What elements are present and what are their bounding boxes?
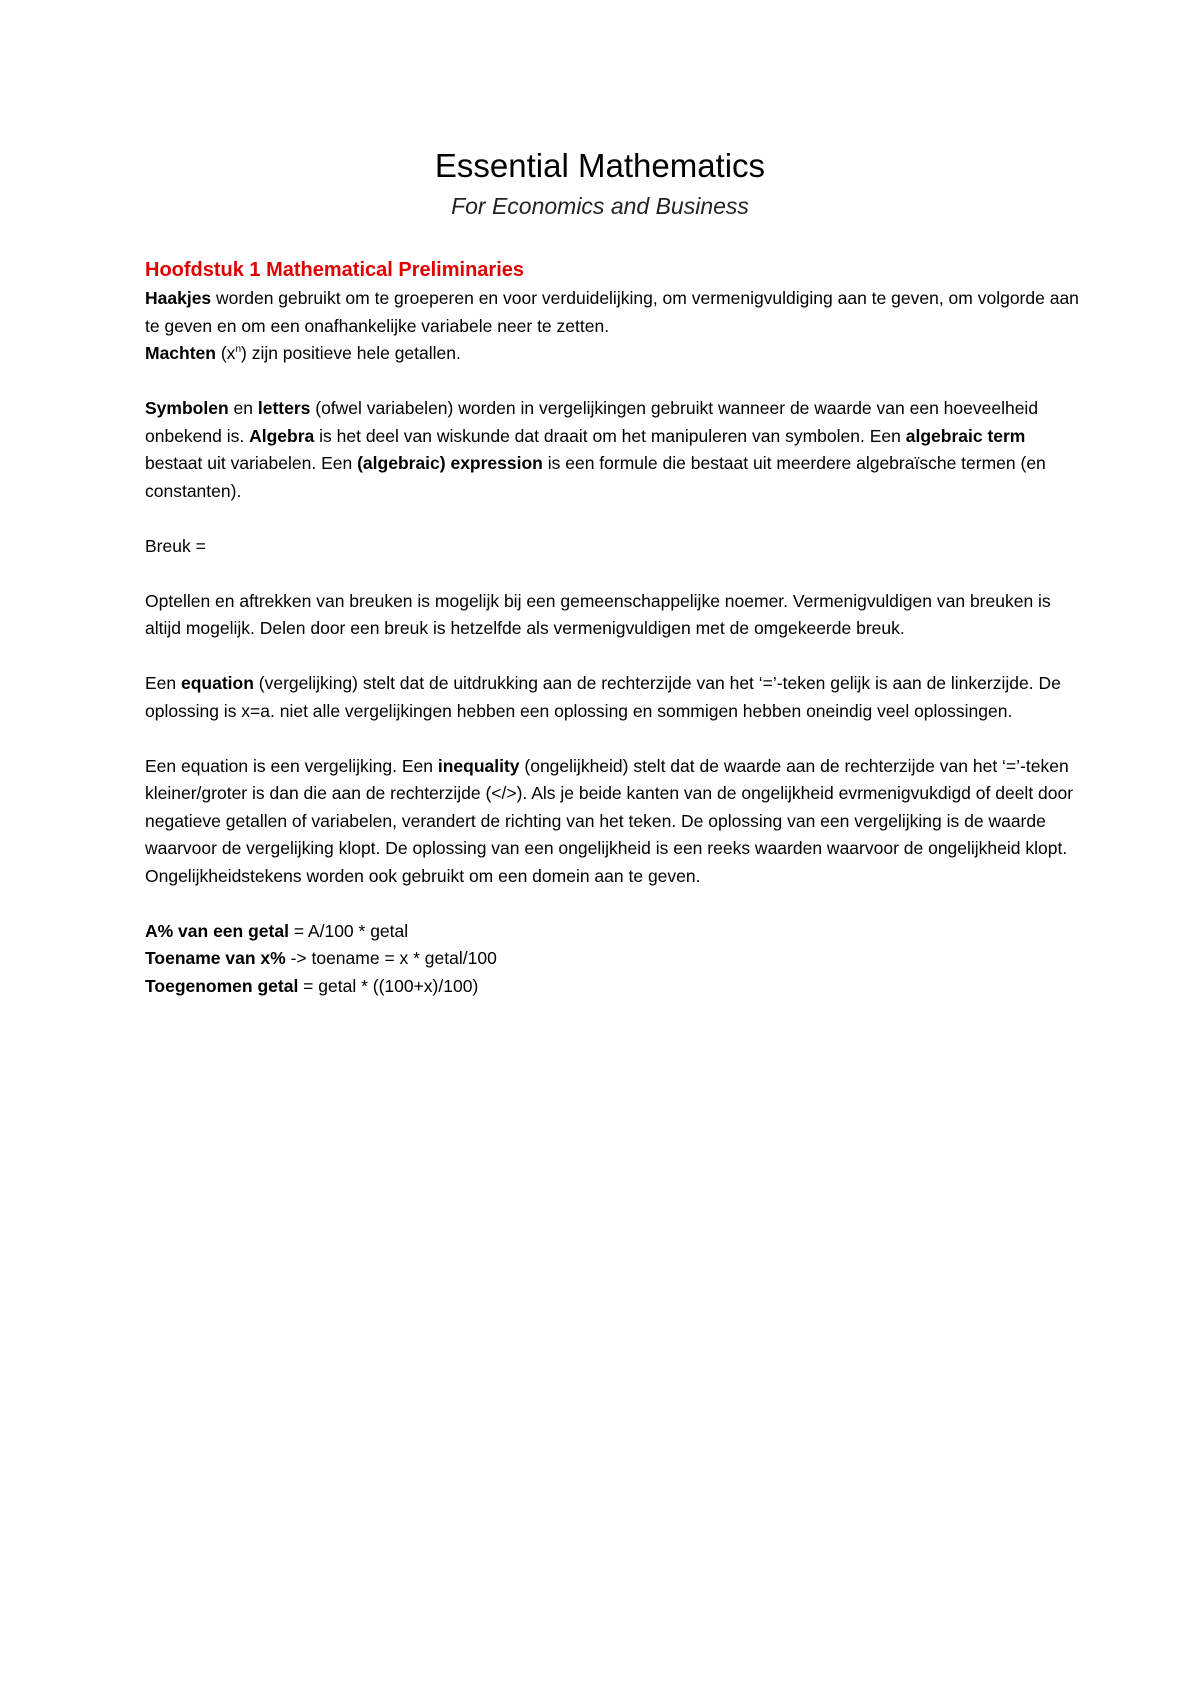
paragraph-symbolen [145, 395, 1080, 505]
machten-exponent: n [235, 344, 241, 355]
term-algebraic-term: algebraic term [905, 425, 1026, 446]
symbolen-text-4: is een formule die bestaat uit meerdere algebraïsche termen (en constanten). [145, 453, 1046, 501]
term-machten: Machten [145, 343, 216, 363]
term-haakjes: Haakjes [145, 288, 212, 308]
paragraph-breuk: Breuk = [145, 535, 206, 556]
formula-line [145, 918, 1080, 946]
paragraph-breuken: Optellen en aftrekken van breuken is mogelijk bij een gemeenschappelijke noemer. Vermenigvuldigen van breuken is altijd mogelijk. Delen door een breuk is hetzelfde als vermenigvuldigen met de omgekeerde breuk. [145, 590, 1051, 638]
term-symbolen: Symbolen [145, 398, 229, 418]
formula-label: A% van een getal [145, 920, 289, 941]
paragraph-formulas [145, 918, 1080, 1001]
term-algebra: Algebra [249, 425, 315, 446]
formula-expression: = A/100 * getal [288, 920, 409, 941]
text-en: en [228, 398, 258, 418]
formula-label: Toegenomen getal [145, 975, 299, 996]
haakjes-text: worden gebruikt om te groeperen en voor verduidelijking, om vermenigvuldiging aan te geven, om volgorde aan te geven en om een onafhankelijke variabele neer te zetten. [145, 288, 1079, 336]
document-subtitle: For Economics and Business [451, 193, 749, 219]
symbolen-text-3: bestaat uit variabelen. Een [145, 453, 358, 473]
term-equation: equation [181, 673, 254, 693]
term-algebraic-expression: (algebraic) expression [357, 453, 543, 473]
formula-label: Toename van x% [145, 948, 286, 968]
machten-sentence [145, 343, 461, 363]
symbolen-text-2: is het deel van wiskunde dat draait om het manipuleren van symbolen. Een [314, 425, 906, 446]
inequality-text-2: (ongelijkheid) stelt dat de waarde aan de rechterzijde van het ‘=’-teken kleiner/groter is dan die aan de rechterzijde (</>). Als je beide kanten van de ongelijkheid evrmenigvukdigd of deelt door negatieve getallen of variabelen, verandert de richting van het teken. De oplossing van een vergelijking is de waarde waarvoor de vergelijking klopt. De oplossing van een ongelijkheid is een reeks waarden waarvoor de ongelijkheid klopt. Ongelijkheidstekens worden ook gebruikt om een domein aan te geven. [145, 755, 1074, 886]
term-inequality: inequality [437, 755, 520, 776]
chapter-heading: Hoofdstuk 1 Mathematical Preliminaries [145, 259, 525, 281]
machten-text: zijn positieve hele getallen. [246, 343, 461, 363]
paragraph-equation [145, 670, 1080, 725]
equation-text-1: Een [145, 673, 181, 693]
inequality-text-1: Een equation is een vergelijking. Een [145, 755, 438, 776]
symbolen-text-1: (ofwel variabelen) worden in vergelijkingen gebruikt wanneer de waarde van een hoeveelheid onbekend is. [145, 398, 1039, 446]
document-title: Essential Mathematics [434, 147, 766, 184]
document-body [145, 255, 1080, 1000]
formula-line [145, 973, 1080, 1001]
machten-x: (x [215, 343, 236, 363]
formula-expression: = getal * ((100+x)/100) [298, 975, 479, 996]
haakjes-sentence [145, 288, 1079, 336]
machten-close: ) [241, 343, 247, 363]
formula-line [145, 945, 1080, 973]
formula-expression: -> toename = x * getal/100 [285, 948, 497, 968]
paragraph-haakjes-machten [145, 285, 1080, 368]
equation-text-2: (vergelijking) stelt dat de uitdrukking aan de rechterzijde van het ‘=’-teken gelijk is aan de linkerzijde. De oplossing is x=a. niet alle vergelijkingen hebben een oplossing en sommigen hebben oneindig veel oplossingen. [145, 673, 1061, 721]
term-letters: letters [257, 398, 311, 418]
paragraph-inequality [145, 753, 1080, 891]
